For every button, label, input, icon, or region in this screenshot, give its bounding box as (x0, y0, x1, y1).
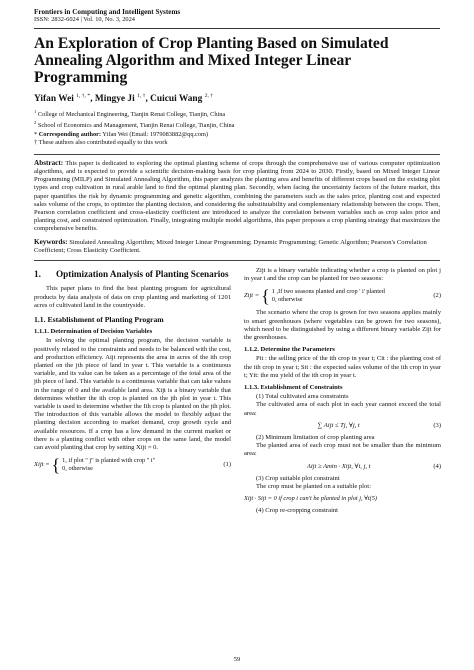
section-number: 1. (34, 268, 41, 279)
constraint-title: (4) Crop re-cropping constraint (256, 507, 338, 515)
affiliation-mark: 1 (34, 109, 37, 115)
corresponding-author: * Corresponding author: Yifan Wei (Email: 1979083882@qq.com) (34, 130, 208, 138)
equation-body: Aijt ≥ Amin · Xijt, ∀i, j, t (306, 462, 371, 470)
abstract (34, 159, 440, 234)
issn-line: ISSN: 2832-6024 | Vol. 10, No. 3, 2024 (34, 16, 135, 24)
corresponding-label: Corresponding author: (38, 130, 102, 138)
equation-number: (2) (433, 292, 441, 300)
equation-number: (1) (223, 461, 231, 469)
author-name: Mingye Ji (94, 94, 135, 105)
constraint-title: (2) Minimum limitation of crop planting area (256, 433, 375, 441)
constraint-text: The cultivated area of each plot in each year cannot exceed the total area: (244, 401, 441, 417)
page-number: 59 (233, 656, 241, 663)
constraint-text: The planted area of each crop must not be smaller than the minimum area: (244, 442, 441, 458)
subsubsection-heading: 1.1.1. Determination of Decision Variables (34, 328, 153, 336)
equation-1 (34, 456, 231, 474)
subsubsection-heading: 1.1.2. Determine the Parameters (244, 346, 335, 354)
journal-name: Frontiers in Computing and Intelligent Systems (34, 8, 181, 16)
author-marks: 1, †, * (76, 93, 91, 99)
equation-case: 1 ,If two seasons planted and crop ' i' planted (271, 288, 385, 296)
affiliations (34, 108, 440, 147)
body-columns (34, 267, 440, 575)
z-variable-paragraph: Zijt is a binary variable indicating whether a crop is planted on plot j in year t and the crop can be planted for two seasons: (244, 266, 441, 283)
paper-title: An Exploration of Crop Planting Based on Simulated Annealing Algorithm and Mixed Integer Linear Programming (34, 35, 389, 86)
right-column (244, 267, 441, 516)
equation-3 (244, 422, 441, 430)
section-title: Optimization Analysis of Planting Scenarios (56, 268, 229, 279)
equation-lhs: Xijt = (34, 461, 50, 469)
keywords (34, 238, 440, 255)
equation-body: ∑ Aijt ≤ Tj, ∀j, t (317, 421, 360, 429)
equation-body: Xijt · Sijt = 0 if crop i can't be planted in plot j, ∀t(5) (244, 495, 377, 503)
header-rule (34, 28, 440, 29)
abstract-box (34, 154, 440, 261)
section-heading (34, 269, 231, 279)
author-name: Yifan Wei (34, 94, 74, 105)
keywords-text: Simulated Annealing Algorithm; Mixed Integer Linear Programming; Dynamic Programming; Genetic Algorithm; Pearson's Correlation Coefficient; Cross Elasticity Coefficient. (34, 238, 427, 254)
subsubsection-heading: 1.1.3. Establishment of Constraints (244, 383, 343, 391)
decision-variables-paragraph: In solving the optimal planting program, the decision variable is positively related to the constraints and needs to be balanced with the cost, and production efficiency. Aijt represents the area in acres of the ith crop planted on the jth piece of land in year t. This variable is a continuous variable, and its value can be taken as a percentage of the total area of the jth piece of land. This variable is a continuous variable that can take values in the range of 0 and the available land area. Xijt is a binary variable that determines whether the ith crop is planted on the jth plot in year t. This variable is used to determine whether the Ith crop is planted on the jth plot. The introduction of this variable allows the model to flexibly adjust the planting decision according to market demand, crop growth cycle and available resources. If a crop has a low demand in the current market or there is a planting conflict with other crops on the same land, the model can avoid planting that crop by setting Xijt = 0. (34, 337, 231, 451)
affiliation-text: School of Economics and Management, Tianjin Renai College, Tianjin, China (37, 122, 235, 130)
author-list: Yifan Wei $^{1, \dagger, *}$, Mingye Ji $^{1, \dagger}$, Cuicui Wang $^{2, \dagger}$ (34, 93, 214, 105)
constraint-text: The crop must be planted on a suitable plot: (256, 482, 371, 490)
brace-symbol: { (51, 455, 61, 476)
parameters-paragraph: Pit : the selling price of the ith crop in year t; Cit : the planting cost of the ith crop in year t; Sit : the expected sales volume of the ith crop in year t; Yit: the mu yield of the ith crop in year t. (244, 355, 441, 379)
equation-case: 1, if plot " j" is planted with crop " i" (62, 457, 156, 465)
affiliation (34, 119, 440, 130)
abstract-label: Abstract: (34, 158, 64, 167)
equation-2 (244, 287, 441, 305)
abstract-text: This paper is dedicated to exploring the optimal planting scheme of crops through the comprehensive use of various computer optimization algorithms, and is expected to provide a scientific decision-making basis for crop planting from 2024 to 2030. Firstly, based on Mixed Integer Linear Programming (MILP) and Simulated Annealing Algorithm, this paper analyzes the planting area and benefits of different crops based on the existing plot types and crop cultivation in rural arable land to find the optimal planting plan. Secondly, when facing the uncertainty factors of the future market, this paper quantifies the risk by dynamic programming and genetic algorithm, combining the parameters such as the sales price, planting cost and expected sales volume of the crops, to optimize the planting decision, and considering the substitutability and complementary relationship between the crops. Then, Pearson correlation coefficient and cross-elasticity coefficient are introduced to analyze the correlation between variables such as crop sales price and planting cost, and constrained optimization. Finally, integrating multiple model algorithms, this paper proposes a crop planting strategy that maximizes the comprehensive benefits. (34, 159, 440, 233)
equation-number: (4) (433, 462, 441, 470)
affiliation-text: College of Mechanical Engineering, Tianjin Renai College, Tianjin, China (37, 111, 226, 119)
intro-paragraph: This paper plans to find the best planting program for agricultural products by data analysis of data on crop planting and marketing of 1201 acres of cultivated land in the countryside. (34, 285, 231, 309)
equal-contribution-note: † These authors also contributed equally to this work (34, 138, 168, 146)
corresponding-text: Yifan Wei (Email: 1979083882@qq.com) (102, 130, 208, 138)
equation-number: (3) (433, 421, 441, 429)
affiliation (34, 108, 440, 119)
author-marks: 2, † (204, 93, 214, 99)
keywords-label: Keywords: (34, 237, 68, 246)
equation-lhs: Zijt = (244, 292, 260, 300)
constraint-title: (3) Crop suitable plot constraint (256, 474, 340, 482)
author-marks: 1, † (137, 93, 146, 99)
left-column (34, 267, 231, 478)
two-season-paragraph: The scenario where the crop is grown for two seasons applies mainly to smart greenhouses (where vegetables can be grown for two seasons), which need to be distinguished by using a different binary variable Zijt for the greenhouses. (244, 309, 441, 341)
subsection-heading: 1.1. Establishment of Planting Program (34, 314, 164, 324)
equation-5 (244, 495, 441, 503)
equation-case: 0, otherwise (62, 465, 93, 473)
brace-symbol: { (261, 286, 270, 307)
author-name: Cuicui Wang (150, 94, 203, 105)
equation-4 (244, 463, 441, 471)
equation-case: 0, otherwise (271, 296, 303, 304)
affiliation-mark: 2 (34, 120, 37, 126)
constraint-title: (1) Total cultivated area constraints (256, 393, 349, 401)
